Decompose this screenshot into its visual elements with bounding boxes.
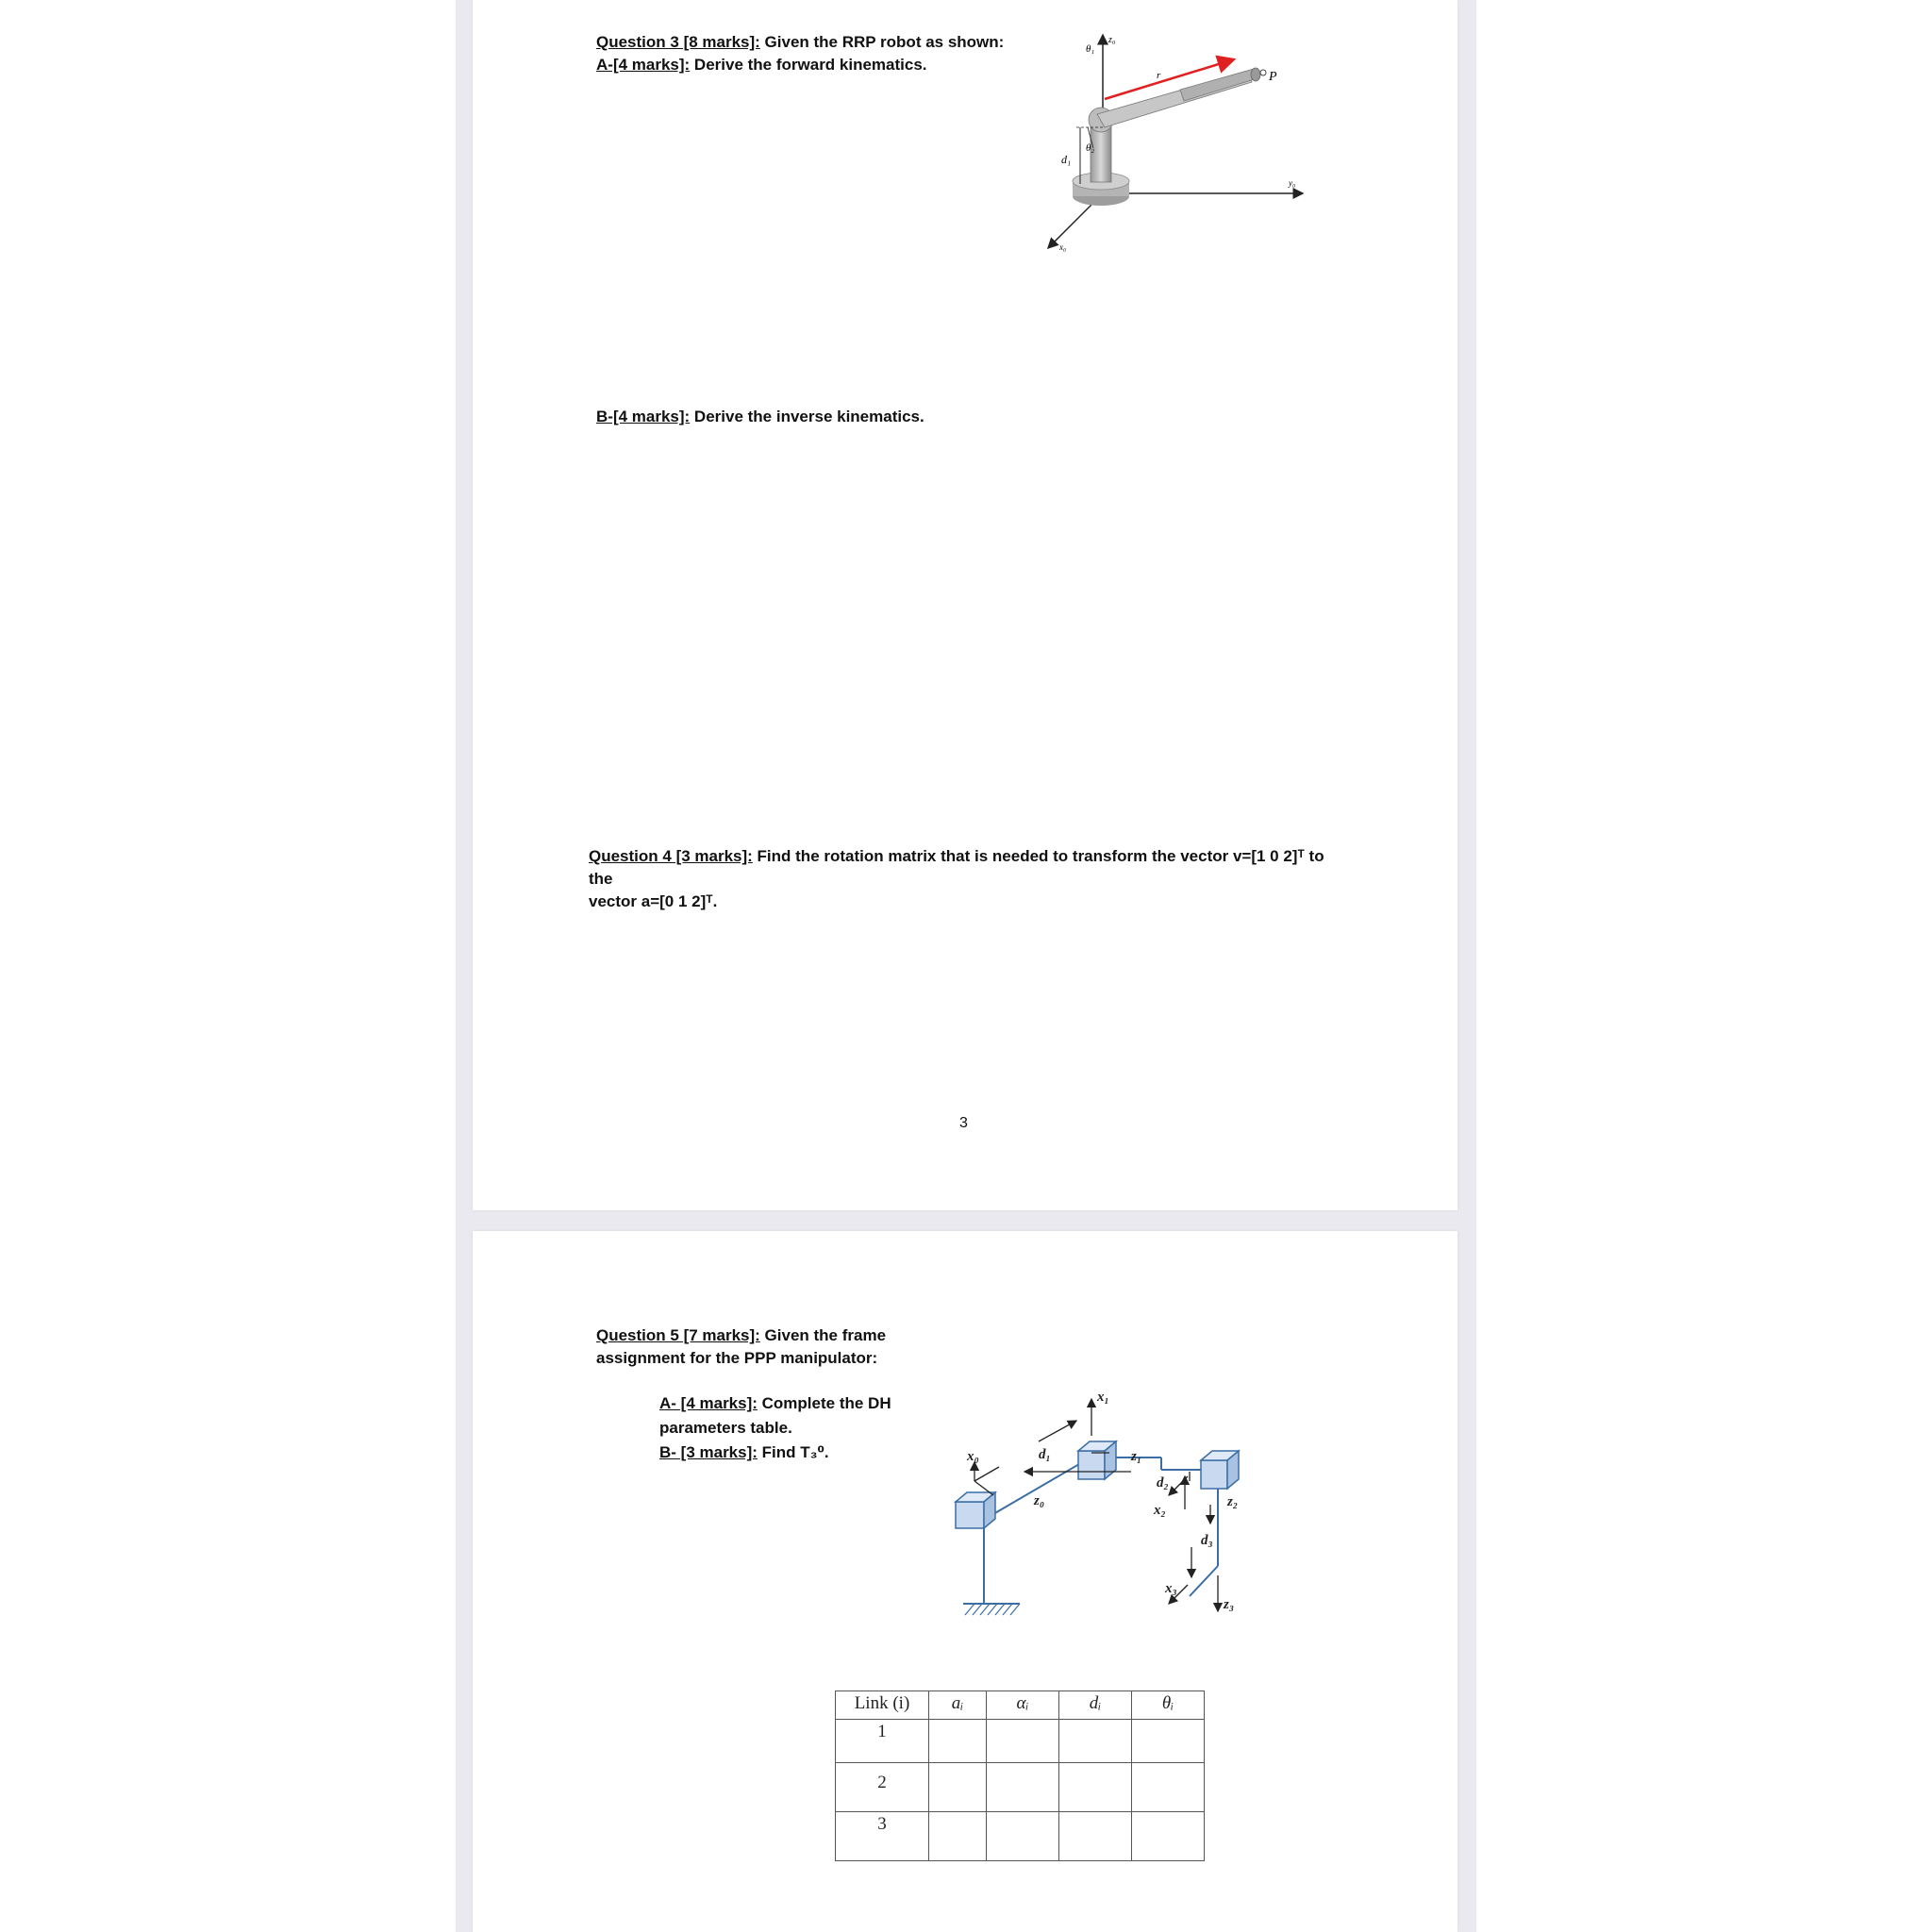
link-3-d-cell[interactable] — [1059, 1812, 1132, 1861]
y0-label: y₀ — [1289, 178, 1296, 188]
header-link: Link (i) — [836, 1691, 929, 1720]
q3-part-a-text: Derive the forward kinematics. — [690, 56, 927, 74]
link-3-cell[interactable]: 3 — [836, 1812, 929, 1861]
x0-label-q5: x₀ — [967, 1449, 979, 1464]
q5-parts — [659, 1391, 908, 1465]
q3-part-a-label: A-[4 marks]: — [596, 56, 691, 74]
link-1-d-cell[interactable] — [1059, 1720, 1132, 1763]
link-3-a-cell[interactable] — [929, 1812, 987, 1861]
q5-title-line2: assignment for the PPP manipulator: — [596, 1349, 878, 1367]
link-3-alpha-cell[interactable] — [987, 1812, 1059, 1861]
rrp-robot-figure — [1020, 24, 1416, 259]
q5-part-b-label: B- [3 marks]: — [659, 1443, 758, 1461]
z0-label: z₀ — [1108, 35, 1116, 45]
page-4 — [473, 1231, 1457, 1932]
d3-label: d₃ — [1201, 1533, 1213, 1548]
page-number: 3 — [959, 1115, 968, 1131]
table-row — [836, 1720, 1205, 1763]
q5-part-a-line2: parameters table. — [659, 1419, 792, 1437]
ppp-manipulator-figure — [935, 1330, 1331, 1641]
table-header-row — [836, 1691, 1205, 1720]
link-1-a-cell[interactable] — [929, 1720, 987, 1763]
link-1-theta-cell[interactable] — [1132, 1720, 1205, 1763]
theta1-label: θ₁ — [1086, 43, 1095, 55]
link-2-cell[interactable]: 2 — [836, 1763, 929, 1812]
x0-label: x₀ — [1059, 242, 1067, 252]
z2-label: z₂ — [1227, 1494, 1239, 1509]
d1-label-q5: d₁ — [1039, 1447, 1051, 1462]
q3-title — [596, 31, 1004, 54]
joint-3-cube — [1201, 1451, 1239, 1489]
dh-parameters-table — [835, 1690, 1205, 1861]
q4-line2: vector a=[0 1 2]ᵀ. — [589, 892, 718, 910]
theta2-label: θ₂ — [1086, 142, 1095, 154]
link-2-alpha-cell[interactable] — [987, 1763, 1059, 1812]
q3-title-label: Question 3 [8 marks]: — [596, 33, 760, 51]
link-1-alpha-cell[interactable] — [987, 1720, 1059, 1763]
z1-label: z₁ — [1131, 1449, 1142, 1464]
link-3-theta-cell[interactable] — [1132, 1812, 1205, 1861]
link-1-cell[interactable]: 1 — [836, 1720, 929, 1763]
z3-label: z₃ — [1224, 1597, 1235, 1612]
q5-part-a-label: A- [4 marks]: — [659, 1394, 758, 1412]
d1-label: d₁ — [1061, 153, 1072, 166]
joint-1-cube — [956, 1492, 995, 1528]
link-2-d-cell[interactable] — [1059, 1763, 1132, 1812]
r-label: r — [1157, 70, 1161, 81]
q3-part-b — [596, 406, 924, 428]
header-a: aᵢ — [929, 1691, 987, 1720]
z0-label-q5: z₀ — [1034, 1493, 1045, 1508]
header-theta: θᵢ — [1132, 1691, 1205, 1720]
q5-title-label: Question 5 [7 marks]: — [596, 1326, 760, 1344]
header-alpha: αᵢ — [987, 1691, 1059, 1720]
p-label: P — [1269, 70, 1277, 84]
link-2-theta-cell[interactable] — [1132, 1763, 1205, 1812]
table-row — [836, 1763, 1205, 1812]
x2-label: x₂ — [1154, 1503, 1166, 1518]
joint-2-cube — [1078, 1441, 1116, 1479]
q3-part-a — [596, 54, 927, 76]
q5-part-a-line1: Complete the DH — [757, 1394, 891, 1412]
x3-label: x₃ — [1165, 1581, 1177, 1596]
x1-label: x₁ — [1097, 1390, 1109, 1405]
q4-text — [589, 845, 1343, 913]
header-d: dᵢ — [1059, 1691, 1132, 1720]
link-2-a-cell[interactable] — [929, 1763, 987, 1812]
q5-title — [596, 1324, 908, 1370]
q4-title-label: Question 4 [3 marks]: — [589, 847, 753, 865]
q4-line1: Find the rotation matrix that is needed to transform the vector v=[1 0 2]ᵀ to the — [589, 847, 1324, 888]
page-3 — [473, 0, 1457, 1210]
q3-part-b-label: B-[4 marks]: — [596, 408, 691, 425]
q5-title-line1: Given the frame — [759, 1326, 887, 1344]
d2-label: d₂ — [1157, 1475, 1169, 1491]
q3-title-text: Given the RRP robot as shown: — [759, 33, 1005, 51]
q5-part-b-text: Find T₃⁰. — [757, 1443, 829, 1461]
table-row — [836, 1812, 1205, 1861]
q3-part-b-text: Derive the inverse kinematics. — [690, 408, 924, 425]
